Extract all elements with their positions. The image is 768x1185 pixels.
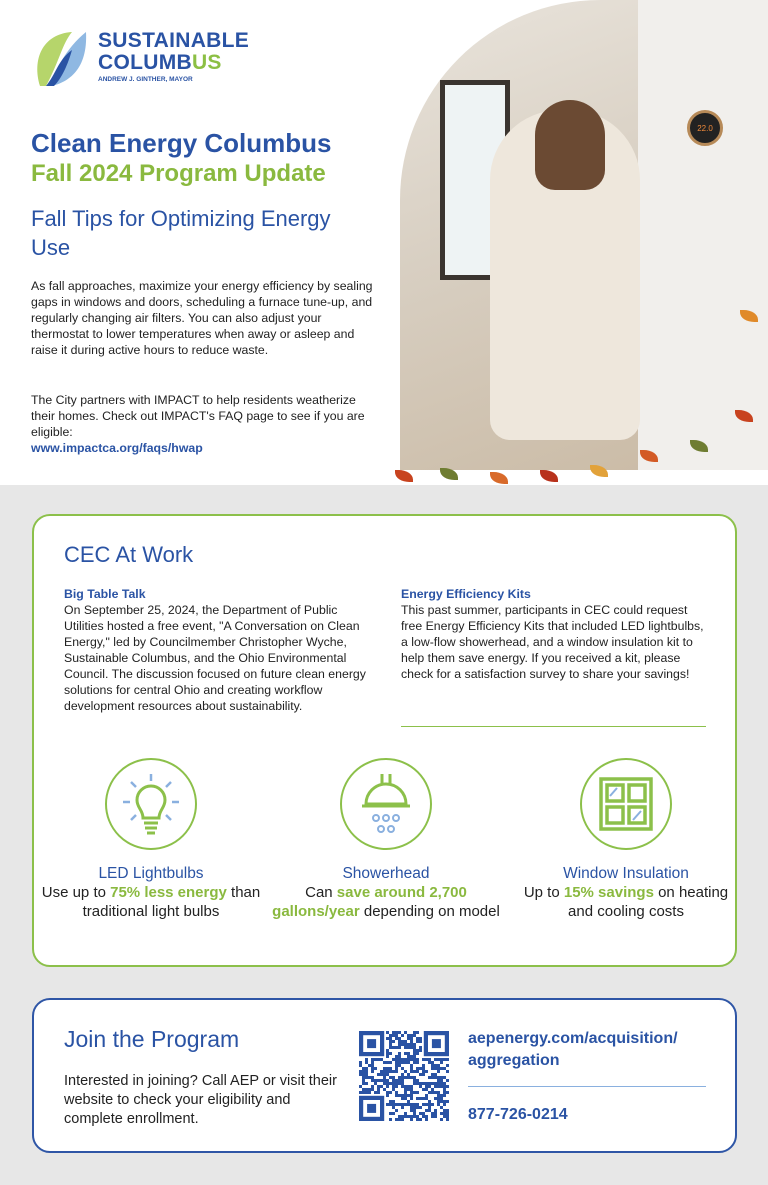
qr-code[interactable] [359, 1030, 449, 1122]
thermostat-icon [687, 110, 723, 146]
aep-website-link[interactable]: aepenergy.com/acquisition/ aggregation [468, 1030, 678, 1069]
join-program-card [32, 998, 737, 1153]
cec-heading: CEC At Work [64, 542, 194, 567]
divider [401, 726, 706, 727]
energy-kits [401, 586, 711, 682]
feature-desc: Use up to 75% less energy than traditional light bulbs [41, 884, 261, 920]
feature-window [511, 758, 741, 921]
big-table-talk [64, 586, 374, 714]
join-heading: Join the Program [64, 1026, 240, 1052]
header-section [0, 0, 768, 485]
join-body: Interested in joining? Call AEP or visit their website to check your eligibility and complete enrollment. [64, 1073, 337, 1127]
lightbulb-icon [119, 772, 183, 836]
tips-paragraph: As fall approaches, maximize your energy efficiency by sealing gaps in windows and doors, scheduling a furnace tune-up, and regularly changing air filters. You can also adjust your thermostat to lower temperatures when away or asleep and raise it during active hours to reduce waste. [31, 279, 373, 357]
logo-line1: SUSTAINABLE [98, 29, 250, 52]
feature-desc: Up to 15% savings on heating and cooling costs [523, 884, 729, 920]
feature-title: Window Insulation [563, 865, 689, 882]
feature-desc: Can save around 2,700 gallons/year depending on model [272, 884, 500, 920]
leaf-logo-icon [32, 30, 88, 88]
sustainable-columbus-logo [32, 30, 249, 88]
aep-phone-link[interactable]: 877-726-0214 [468, 1106, 568, 1123]
impact-text: The City partners with IMPACT to help residents weatherize their homes. Check out IMPACT's FAQ page to see if you are eligible: [31, 393, 365, 439]
thermostat-reading: 22.0 [697, 124, 713, 133]
tips-heading: Fall Tips for Optimizing Energy Use [31, 206, 331, 260]
impact-paragraph [31, 392, 376, 456]
feature-title: LED Lightbulbs [98, 865, 204, 882]
feature-led [36, 758, 266, 921]
energy-kits-title: Energy Efficiency Kits [401, 587, 531, 601]
page-subtitle: Fall 2024 Program Update [31, 160, 326, 187]
cec-at-work-card [32, 514, 737, 967]
feature-title: Showerhead [342, 865, 430, 882]
logo-line2: COLUMB [98, 51, 192, 74]
energy-kits-body: This past summer, participants in CEC could request free Energy Efficiency Kits that included LED lightbulbs, a low-flow showerhead, and a window insulation kit to help them save energy. If you received a kit, please check for a satisfaction survey to share your savings! [401, 603, 704, 681]
window-icon [598, 776, 654, 832]
feature-showerhead [271, 758, 501, 921]
page-title: Clean Energy Columbus [31, 128, 332, 158]
big-table-talk-body: On September 25, 2024, the Department of Public Utilities hosted a free event, "A Conversation on Clean Energy," led by Councilmember Christopher Wyche, Sustainable Columbus, and the Ohio Environmental Council. The discussion focused on future clean energy solutions for central Ohio and creating workflow development resources about sustainability. [64, 603, 366, 713]
autumn-leaves-decoration [390, 430, 768, 490]
thermostat-photo [400, 0, 768, 470]
impact-link[interactable]: www.impactca.org/faqs/hwap [31, 441, 203, 455]
logo-mayor: ANDREW J. GINTHER, MAYOR [98, 76, 193, 83]
showerhead-icon [354, 772, 418, 836]
big-table-talk-title: Big Table Talk [64, 587, 146, 601]
logo-us: US [191, 51, 222, 74]
divider [468, 1086, 706, 1087]
